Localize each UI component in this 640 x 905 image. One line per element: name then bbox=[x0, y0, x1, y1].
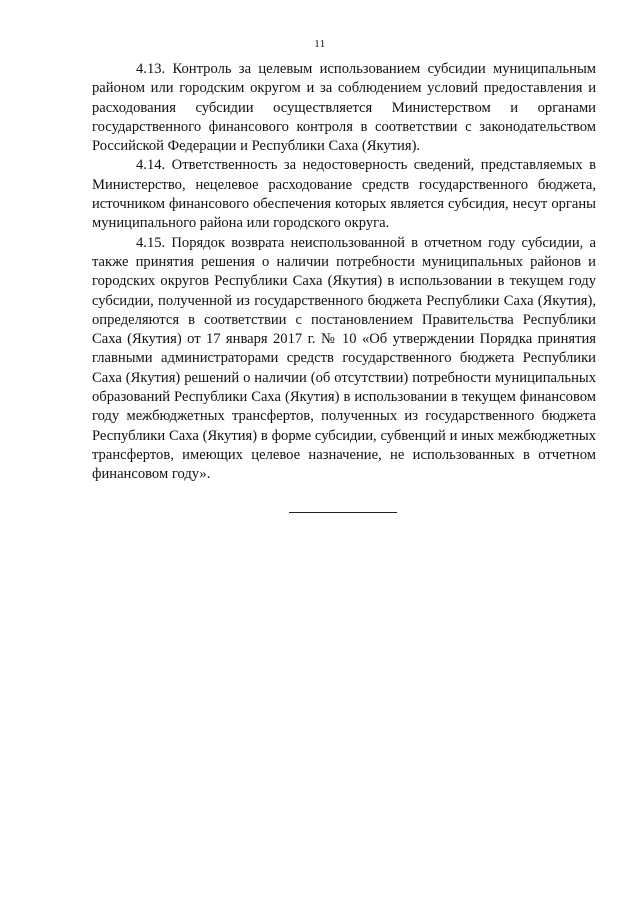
end-separator-line bbox=[289, 512, 397, 513]
paragraph-4-15: 4.15. Порядок возврата неиспользованной в отчетном году субсидии, а также принятия решения о наличии потребности муниципальных районов и городских округов Республики Саха (Якутия) в использовании в текущем году субсидии, полученной из государственного бюджета Республики Саха (Якутия), определяются в соответствии с постановлением Правительства Республики Саха (Якутия) от 17 января 2017 г. № 10 «Об утверждении Порядка принятия главными администраторами средств государственного бюджета Республики Саха (Якутия) решений о наличии (об отсутствии) потребности муниципальных образований Республики Саха (Якутия) в использовании в текущем финансовом году межбюджетных трансфертов, полученных из государственного бюджета Республики Саха (Якутия) в форме субсидии, субвенций и иных межбюджетных трансфертов, имеющих целевое назначение, не использованных в отчетном финансовом году». bbox=[92, 234, 596, 483]
page-number: 11 bbox=[314, 38, 326, 50]
paragraph-4-14: 4.14. Ответственность за недостоверность сведений, представляемых в Министерство, нецелевое расходование средств государственного бюджета, источником финансового обеспечения которых является субсидия, несут органы муниципального района или городского округа. bbox=[92, 157, 596, 232]
paragraph-4-13: 4.13. Контроль за целевым использованием субсидии муниципальным районом или городским округом и за соблюдением условий предоставления и расходования субсидии осуществляется Министерством и органами государственного финансового контроля в соответствии с законодательством Российской Федерации и Республики Саха (Якутия). bbox=[92, 61, 596, 155]
document-body bbox=[92, 60, 596, 485]
